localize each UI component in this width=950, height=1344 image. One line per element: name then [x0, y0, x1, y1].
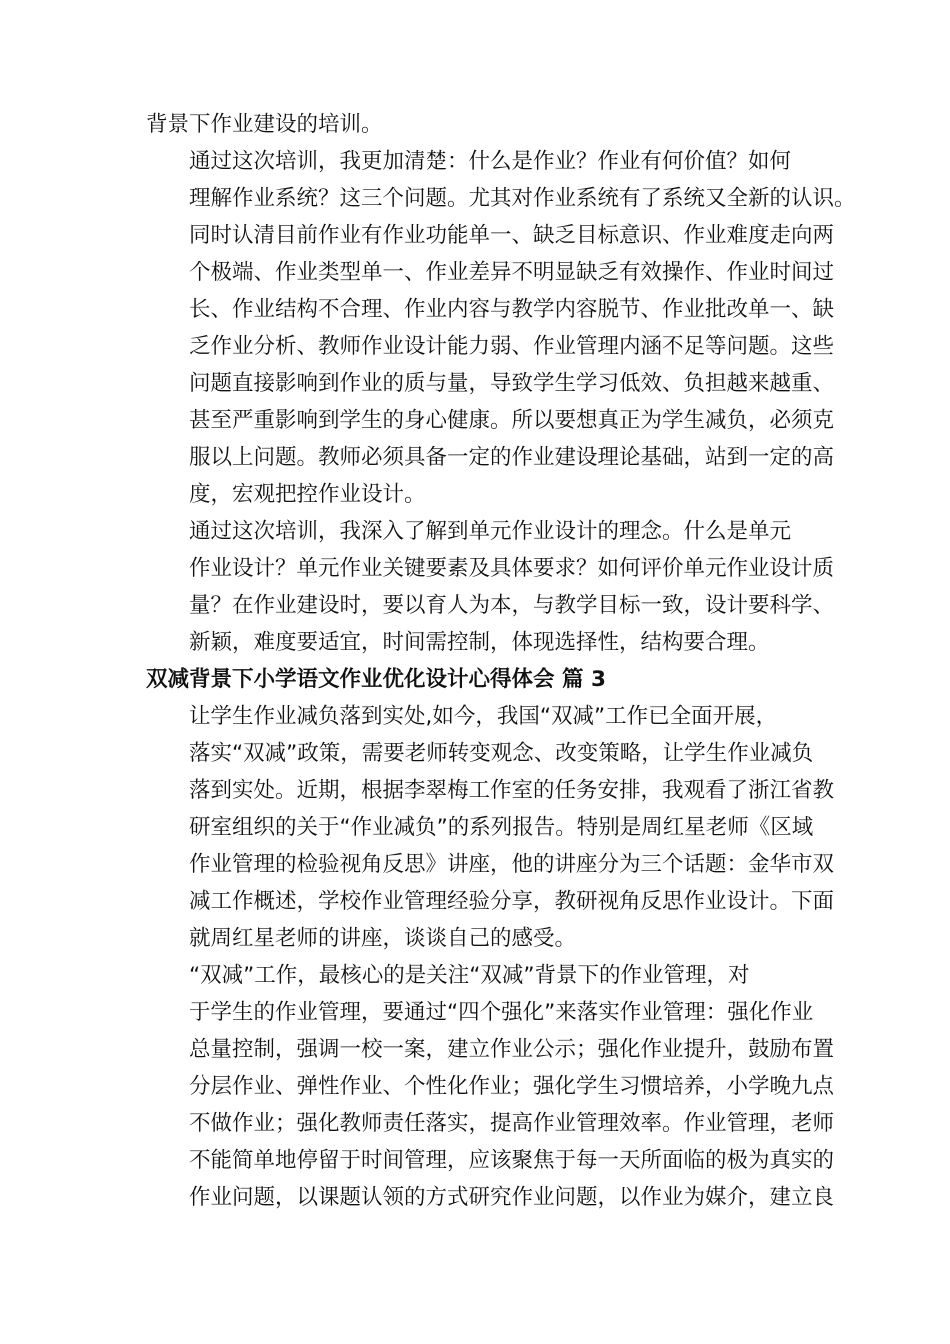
text-line: 不能简单地停留于时间管理，应该聚焦于每一天所面临的极为真实的: [189, 1148, 835, 1173]
paragraph-burden-reduction: [146, 698, 835, 957]
text-line: 作业设计？单元作业关键要素及具体要求？如何评价单元作业设计质: [189, 556, 835, 581]
text-line: 作业问题，以课题认领的方式研究作业问题，以作业为媒介，建立良: [189, 1185, 835, 1210]
text-line: 总量控制，强调一校一案，建立作业公示；强化作业提升，鼓励布置: [189, 1037, 835, 1062]
text-line: 乏作业分析、教师作业设计能力弱、作业管理内涵不足等问题。这些: [189, 334, 835, 359]
text-line: 服以上问题。教师必须具备一定的作业建设理论基础，站到一定的高: [189, 445, 835, 470]
document-page: [146, 106, 856, 1216]
text-line: 理解作业系统？这三个问题。尤其对作业系统有了系统又全新的认识。: [189, 186, 856, 211]
text-line: 分层作业、弹性作业、个性化作业；强化学生习惯培养，小学晚九点: [189, 1074, 835, 1099]
text-line: 通过这次培训，我更加清楚：什么是作业？作业有何价值？如何: [189, 149, 792, 174]
paragraph-unit-design: [146, 513, 835, 661]
paragraph-continuation: [146, 106, 826, 143]
paragraph-training-understanding: [146, 143, 856, 513]
text-line: 减工作概述，学校作业管理经验分享，教研视角反思作业设计。下面: [189, 889, 835, 914]
text-line: 不做作业；强化教师责任落实，提高作业管理效率。作业管理，老师: [189, 1111, 835, 1136]
paragraph-homework-management: [146, 957, 835, 1216]
text-line: 新颖，难度要适宜，时间需控制，体现选择性，结构要合理。: [189, 630, 770, 655]
text-line: 同时认清目前作业有作业功能单一、缺乏目标意识、作业难度走向两: [189, 223, 835, 248]
text-line: 甚至严重影响到学生的身心健康。所以要想真正为学生减负，必须克: [189, 408, 835, 433]
text-line: 落到实处。近期，根据李翠梅工作室的任务安排，我观看了浙江省教: [189, 778, 835, 803]
text-line: 作业管理的检验视角反思》讲座，他的讲座分为三个话题：金华市双: [189, 852, 835, 877]
text-line: 量？在作业建设时，要以育人为本，与教学目标一致，设计要科学、: [189, 593, 835, 618]
text-line: 于学生的作业管理，要通过“四个强化”来落实作业管理：强化作业: [189, 1000, 814, 1025]
text-line: 研室组织的关于“作业减负”的系列报告。特别是周红星老师《区域: [189, 815, 814, 840]
text-line: 就周红星老师的讲座，谈谈自己的感受。: [189, 926, 577, 951]
section-heading: 双减背景下小学语文作业优化设计心得体会 篇 3: [146, 667, 606, 692]
text-line: 通过这次培训，我深入了解到单元作业设计的理念。什么是单元: [189, 519, 792, 544]
text-line: 背景下作业建设的培训。: [146, 112, 383, 137]
text-line: 让学生作业减负落到实处,如今，我国“双减”工作已全面开展，: [189, 704, 778, 729]
text-line: 度，宏观把控作业设计。: [189, 482, 426, 507]
text-line: 个极端、作业类型单一、作业差异不明显缺乏有效操作、作业时间过: [189, 260, 835, 285]
text-line: 问题直接影响到作业的质与量，导致学生学习低效、负担越来越重、: [189, 371, 835, 396]
text-line: 长、作业结构不合理、作业内容与教学内容脱节、作业批改单一、缺: [189, 297, 835, 322]
text-line: 落实“双减”政策，需要老师转变观念、改变策略，让学生作业减负: [189, 741, 814, 766]
text-line: “双减”工作，最核心的是关注“双减”背景下的作业管理，对: [189, 963, 750, 988]
